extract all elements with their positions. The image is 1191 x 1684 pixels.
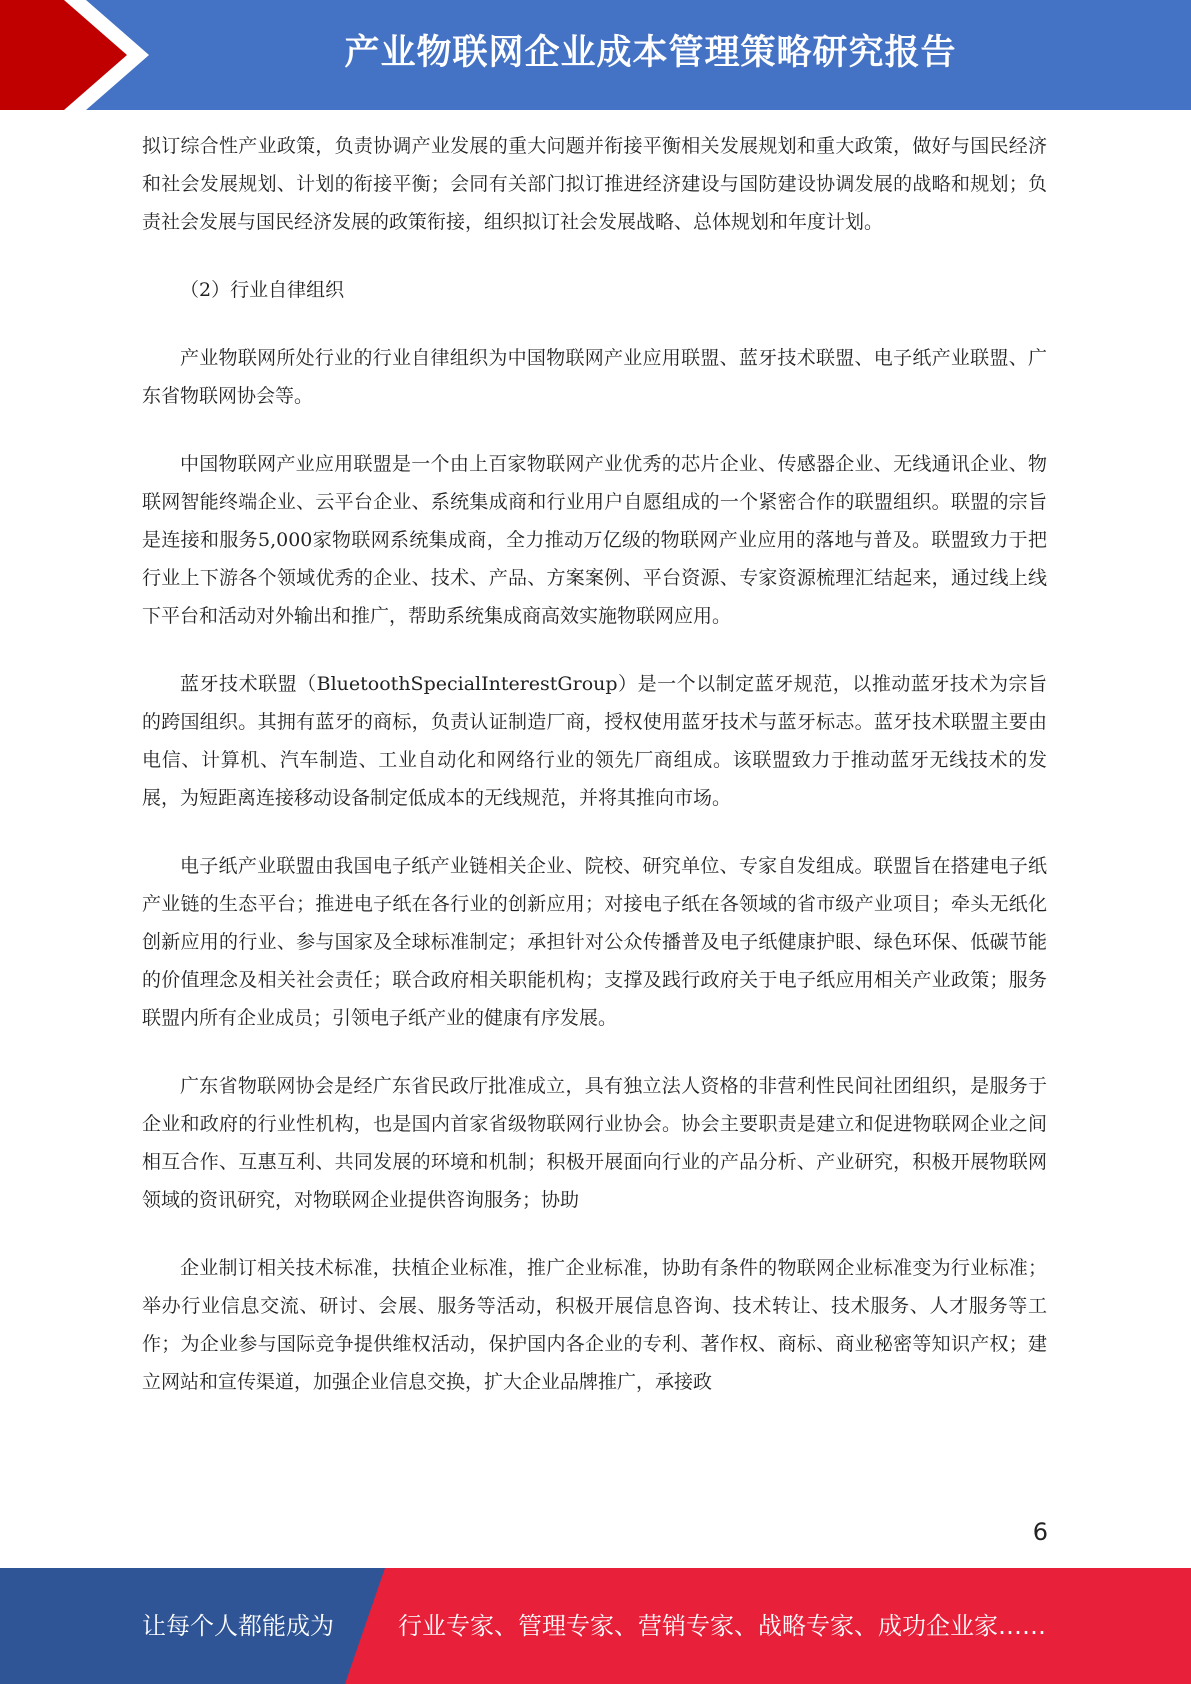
paragraph: 电子纸产业联盟由我国电子纸产业链相关企业、院校、研究单位、专家自发组成。联盟旨在搭建电子纸产业链的生态平台；推进电子纸在各行业的创新应用；对接电子纸在各领域的省市级产业项目；牵头无纸化创新应用的行业、参与国家及全球标准制定；承担针对公众传播普及电子纸健康护眼、绿色环保、低碳节能的价值理念及相关社会责任；联合政府相关职能机构；支撑及践行政府关于电子纸应用相关产业政策；服务联盟内所有企业成员；引领电子纸产业的健康有序发展。 <box>142 855 1047 1029</box>
page-header <box>0 0 1191 110</box>
paragraph: 蓝牙技术联盟（BluetoothSpecialInterestGroup）是一个以制定蓝牙规范，以推动蓝牙技术为宗旨的跨国组织。其拥有蓝牙的商标，负责认证制造厂商，授权使用蓝牙技术与蓝牙标志。蓝牙技术联盟主要由电信、计算机、汽车制造、工业自动化和网络行业的领先厂商组成。该联盟致力于推动蓝牙无线技术的发展，为短距离连接移动设备制定低成本的无线规范，并将其推向市场。 <box>142 673 1047 809</box>
paragraph: 企业制订相关技术标准，扶植企业标准，推广企业标准，协助有条件的物联网企业标准变为行业标准；举办行业信息交流、研讨、会展、服务等活动，积极开展信息咨询、技术转让、技术服务、人才服务等工作；为企业参与国际竞争提供维权活动，保护国内各企业的专利、著作权、商标、商业秘密等知识产权；建立网站和宣传渠道，加强企业信息交换，扩大企业品牌推广，承接政 <box>142 1257 1047 1393</box>
paragraph: 拟订综合性产业政策，负责协调产业发展的重大问题并衔接平衡相关发展规划和重大政策，做好与国民经济和社会发展规划、计划的衔接平衡；会同有关部门拟订推进经济建设与国防建设协调发展的战略和规划；负责社会发展与国民经济发展的政策衔接，组织拟订社会发展战略、总体规划和年度计划。 <box>142 135 1047 233</box>
page-number: 6 <box>1032 1518 1048 1546</box>
header-red-chevron <box>0 0 148 110</box>
paragraph: 产业物联网所处行业的行业自律组织为中国物联网产业应用联盟、蓝牙技术联盟、电子纸产业联盟、广东省物联网协会等。 <box>142 347 1047 407</box>
footer-slogan-left: 让每个人都能成为 <box>142 1612 334 1640</box>
section-heading: （2）行业自律组织 <box>180 279 345 301</box>
report-title: 产业物联网企业成本管理策略研究报告 <box>344 33 957 73</box>
paragraph: 广东省物联网协会是经广东省民政厅批准成立，具有独立法人资格的非营利性民间社团组织，是服务于企业和政府的行业性机构，也是国内首家省级物联网行业协会。协会主要职责是建立和促进物联网企业之间相互合作、互惠互利、共同发展的环境和机制；积极开展面向行业的产品分析、产业研究，积极开展物联网领域的资讯研究，对物联网企业提供咨询服务；协助 <box>142 1075 1047 1211</box>
page-footer <box>0 1568 1191 1684</box>
paragraph: 中国物联网产业应用联盟是一个由上百家物联网产业优秀的芯片企业、传感器企业、无线通讯企业、物联网智能终端企业、云平台企业、系统集成商和行业用户自愿组成的一个紧密合作的联盟组织。联盟的宗旨是连接和服务5,000家物联网系统集成商，全力推动万亿级的物联网产业应用的落地与普及。联盟致力于把行业上下游各个领域优秀的企业、技术、产品、方案案例、平台资源、专家资源梳理汇结起来，通过线上线下平台和活动对外输出和推广，帮助系统集成商高效实施物联网应用。 <box>142 453 1047 627</box>
footer-slogan-right: 行业专家、管理专家、营销专家、战略专家、成功企业家…… <box>398 1612 1046 1640</box>
document-body <box>142 127 1047 1431</box>
